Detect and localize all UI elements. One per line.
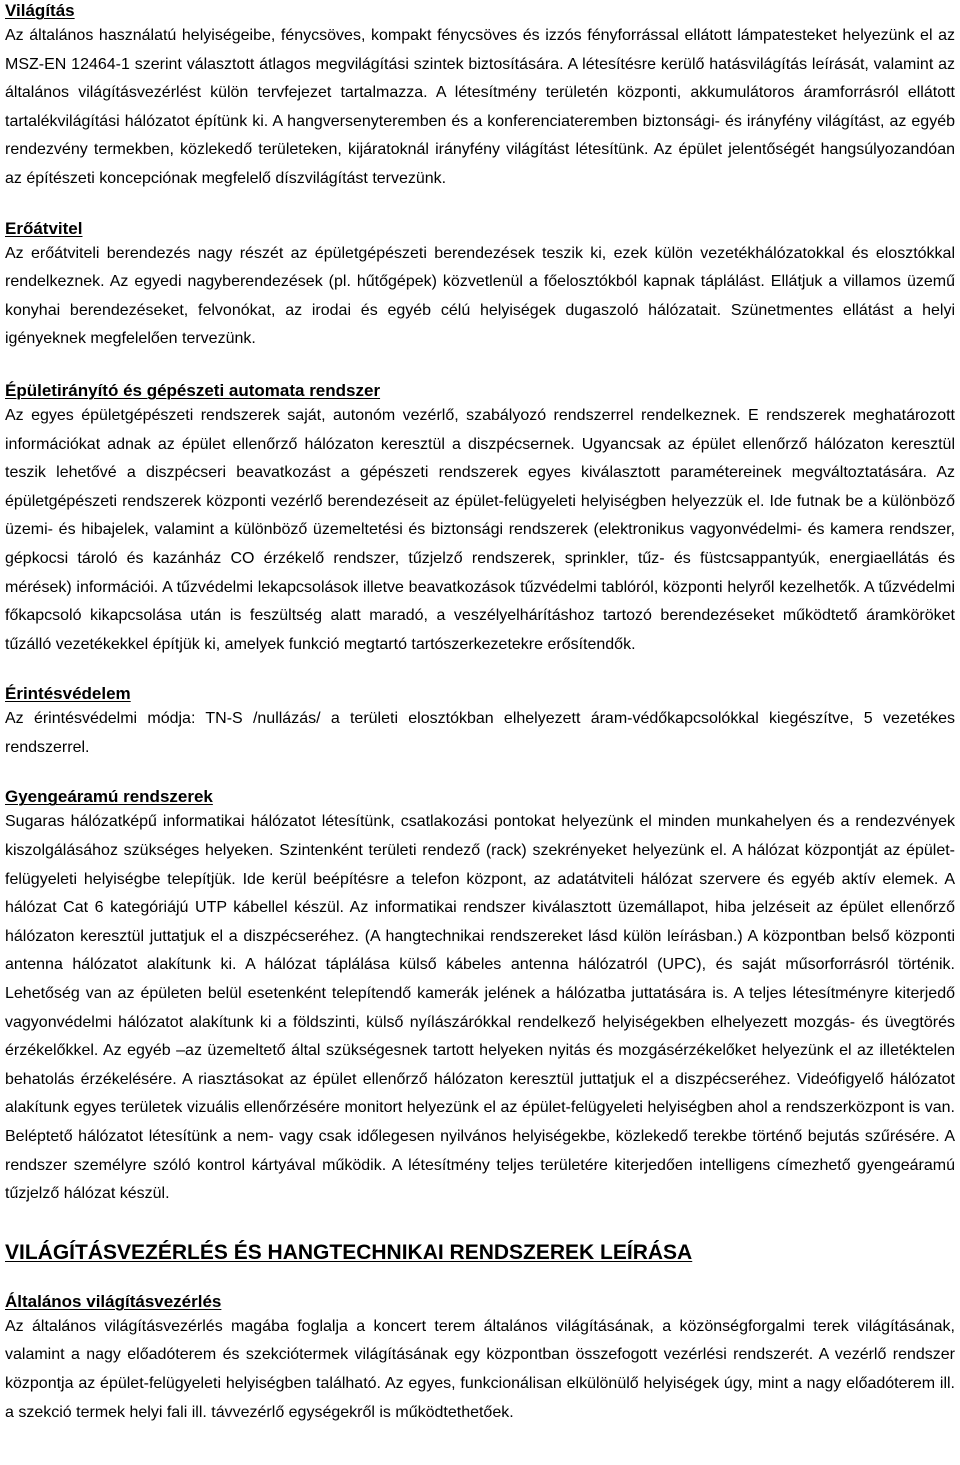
section-shock-protection <box>5 683 955 762</box>
section-title: Világítás <box>5 1 75 20</box>
section-text: Az általános világításvezérlés magába foglalja a koncert terem általános világításának, a közönségforgalmi terek világításának, valamint a nagy előadóterem és szekciótermek világításának egy központban összefogott vezérlési rendszerét. A vezérlő rendszer központja az épület-felügyeleti helyiségben található. Az egyes, funkcionálisan elkülönülő helyiségek úgy, mint a nagy előadóterem ill. a szekció termek helyi fali ill. távvezérlő egységekről is működtethetőek. <box>5 1317 955 1421</box>
section-power <box>5 218 955 354</box>
section-text: Az erőátviteli berendezés nagy részét az épületgépészeti berendezések teszik ki, ezek külön vezetékhálózatokkal és elosztókkal rendelkeznek. Az egyedi nagyberendezések (pl. hűtőgépek) közvetlenül a főelosztókból kapnak táplálást. Ellátjuk a villamos üzemű konyhai berendezéseket, felvonókat, az irodai és egyéb célú helyiségek dugaszoló hálózatait. Szünetmentes ellátást a helyi igényeknek megfelelően tervezünk. <box>5 244 955 348</box>
section-general-lighting-control <box>5 1291 955 1427</box>
section-text: Az érintésvédelmi módja: TN-S /nullázás/ a területi elosztókban elhelyezett áram-védőkapcsolókkal kiegészítve, 5 vezetékes rendszerrel. <box>5 710 955 756</box>
section-title: Erőátvitel <box>5 218 83 238</box>
section-title: Gyengeáramú rendszerek <box>5 787 213 807</box>
section-building-automation <box>5 380 955 659</box>
section-text: Az általános használatú helyiségeibe, fénycsöves, kompakt fénycsöves és izzós fényforrással ellátott lámpatesteket helyezünk el az MSZ-EN 12464-1 szerint választott átlagos megvilágítási szintek biztosítására. A létesítésre kerülő hatásvilágítás leírását, valamint az általános világításvezérlést külön tervfejezet tartalmazza. A létesítmény területén központi, akkumulátoros áramforrásról ellátott tartalékvilágítási hálózatot építünk ki. A hangversenyteremben és a konferenciateremben biztonsági- és irányfény világítást, az egyéb rendezvény termekben, közlekedő területeken, kijáratoknál irányfény világítást létesítünk. Az épület jelentőségét hangsúlyozandóan az építészeti koncepciónak megfelelő díszvilágítást tervezünk. <box>5 27 955 187</box>
section-title: Érintésvédelem <box>5 684 131 704</box>
section-title: Épületirányító és gépészeti automata rendszer <box>5 380 381 400</box>
section-title: Általános világításvezérlés <box>5 1291 222 1311</box>
section-text: Az egyes épületgépészeti rendszerek saját, autonóm vezérlő, szabályozó rendszerrel rendelkeznek. E rendszerek meghatározott információkat adnak az épület ellenőrző hálózaton keresztül a diszpécsernek. Ugyancsak az épület ellenőrző hálózaton keresztül teszik lehetővé a diszpécseri beavatkozást a gépészeti rendszerek egyes kiválasztott paramétereinek megváltoztatására. Az épületgépészeti rendszerek központi vezérlő berendezéseit az épület-felügyeleti helyiségben helyezzük el. Ide futnak be a különböző üzemi- és hibajelek, valamint a különböző üzemeltetési és biztonsági rendszerek (elektronikus vagyonvédelmi- és kamera rendszer, gépkocsi tároló és kazánház CO érzékelő rendszer, tűzjelző rendszerek, sprinkler, tűz- és füstcsappantyúk, energiaellátás és mérések) információi. A tűzvédelmi lekapcsolások illetve beavatkozások tűzvédelmi tablóról, központi helyről kezelhetők. A tűzvédelmi főkapcsoló kikapcsolása után is feszültség alatt maradó, a veszélyelhárításhoz tartozó berendezéseket működtető áramköröket tűzálló vezetékekkel építjük ki, amelyek funkció megtartó tartószerkezetekre erősítendők. <box>5 406 955 653</box>
section-lighting <box>5 0 955 194</box>
section-low-current <box>5 786 955 1208</box>
section-text: Sugaras hálózatképű informatikai hálózatot létesítünk, csatlakozási pontokat helyezünk el minden munkahelyen és a rendezvények kiszolgálásához szükséges helyeken. Szintenként területi rendező (rack) szekrényeket helyezünk el. A hálózat központját az épület-felügyeleti helyiségbe telepítjük. Ide kerül beépítésre a telefon központ, az adatátviteli hálózat szervere és egyéb aktív elemek. A hálózat Cat 6 kategóriájú UTP kábellel készül. Az informatikai rendszer kiválasztott üzemállapot, hiba jelzéseit az épület ellenőrző hálózaton keresztül juttatjuk el a diszpécseréhez. (A hangtechnikai rendszereket lásd külön leírásban.) A központban belső központi antenna hálózatot alakítunk ki. A hálózat táplálása külső kábeles antenna hálózatról (UPC), és saját műsorforrásról történik. Lehetőség van az épületen belül esetenként telepítendő kamerák jelének a hálózatba juttatására is. A teljes létesítményre kiterjedő vagyonvédelmi hálózatot alakítunk ki a földszinti, külső nyílászárókkal rendelkező helyiségekben elhelyezett mozgás- és üvegtörés érzékelőkkel. Az egyéb –az üzemeltető által szükségesnek tartott helyeken nyitás és mozgásérzékelőket helyezünk el az illetéktelen behatolás érzékelésére. A riasztásokat az épület ellenőrző hálózaton keresztül juttatjuk el a diszpécseréhez. Videófigyelő hálózatot alakítunk egyes területek vizuális ellenőrzésére monitort helyezünk el az épület-felügyeleti helyiségben ahol a rendszerközpont is van. Beléptető hálózatot létesítünk a nem- vagy csak időlegesen nyilvános helyiségekbe, közlekedő terekbe történő bejutás szűrésére. A rendszer személyre szóló kontrol kártyával működik. A létesítmény teljes területére kiterjedően intelligens címezhető gyengeáramú tűzjelző hálózat készül. <box>5 813 955 1203</box>
chapter-title: VILÁGÍTÁSVEZÉRLÉS ÉS HANGTECHNIKAI RENDSZEREK LEÍRÁSA <box>5 1240 693 1264</box>
